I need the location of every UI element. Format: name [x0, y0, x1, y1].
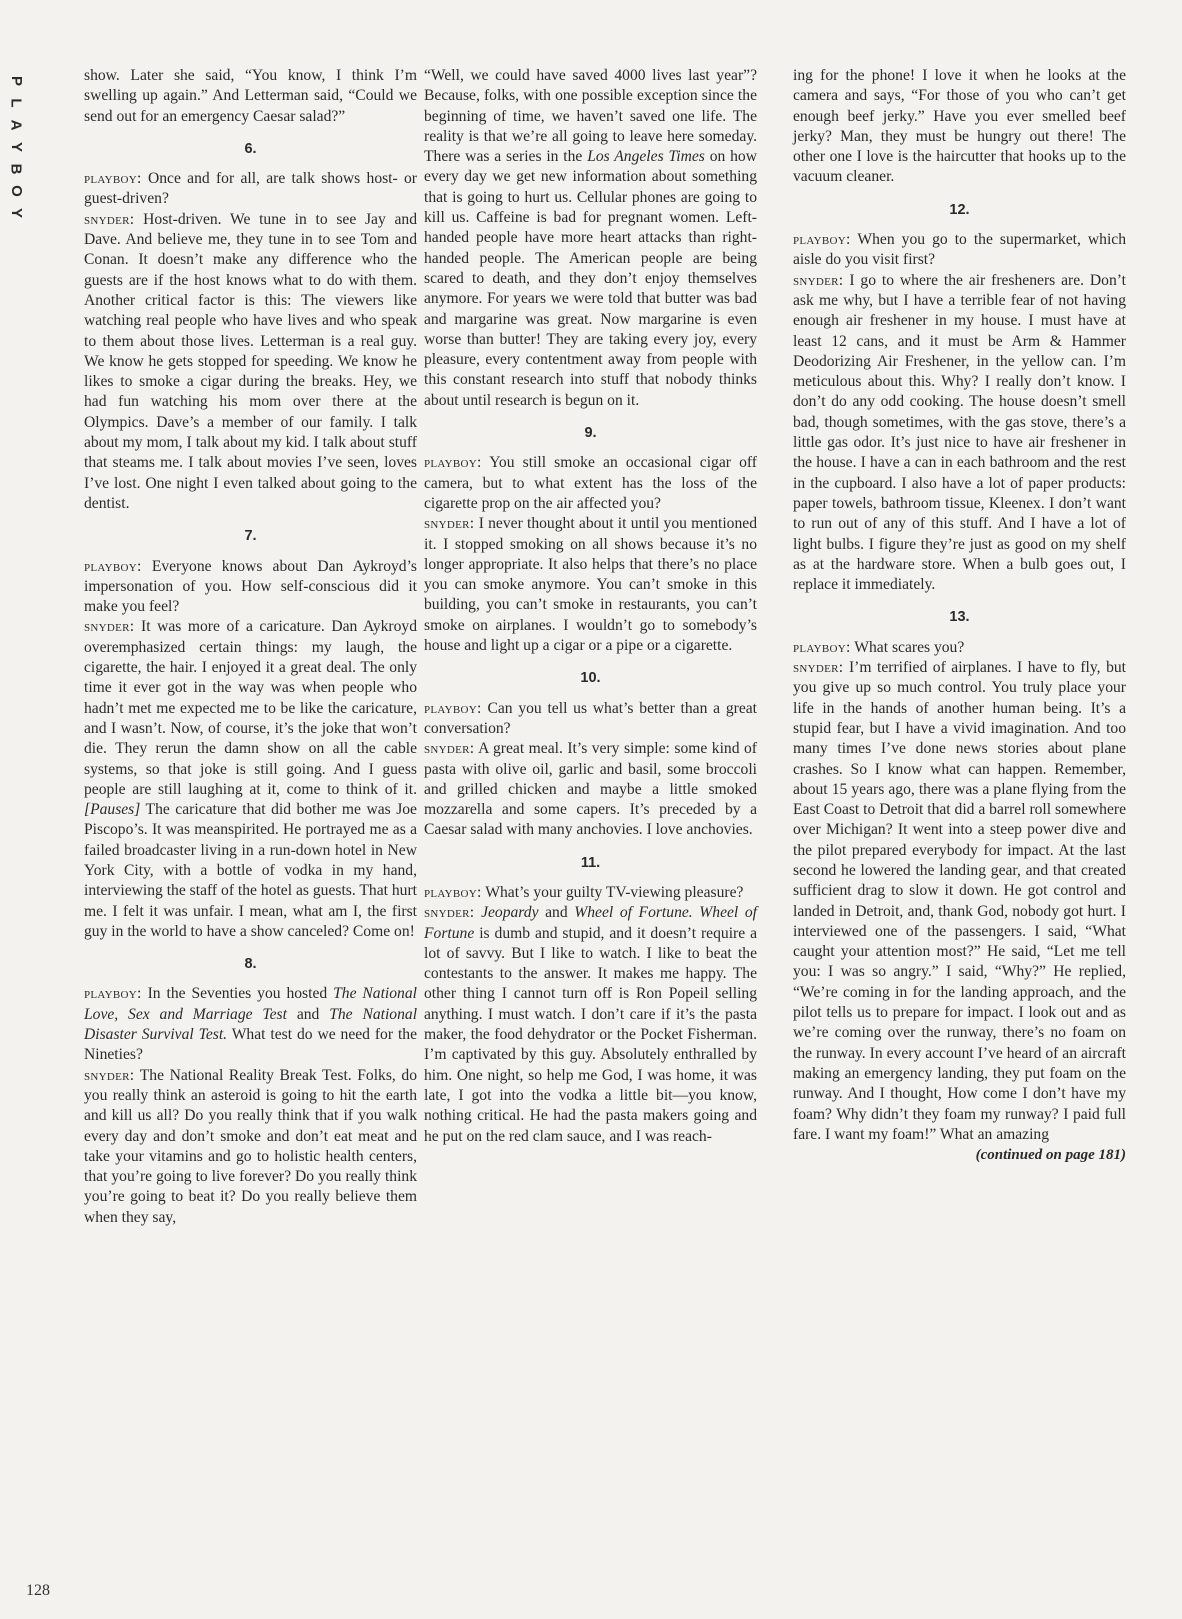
brand-letter: L: [7, 98, 25, 108]
question: [793, 230, 1126, 271]
answer: [424, 739, 757, 840]
brand-letter: Y: [7, 207, 25, 219]
column-1: [84, 66, 417, 1228]
question-text: What scares you?: [854, 638, 965, 656]
column-3: [793, 66, 1126, 1165]
speaker-label: playboy:: [84, 170, 142, 188]
speaker-label: playboy:: [424, 883, 482, 901]
brand-letter: O: [7, 185, 25, 197]
speaker-label: playboy:: [84, 557, 142, 575]
answer: [84, 617, 417, 942]
brand-letter: Y: [7, 141, 25, 153]
question: [424, 453, 757, 514]
question-text: and: [296, 1005, 320, 1023]
publication-title: Los Angeles Times: [587, 148, 705, 166]
playboy-vertical-brand: [7, 70, 25, 224]
answer-text: It was more of a caricature. Dan Aykroyd overemphasized certain things: my laugh, the cigarette, the hair. I enjoyed it a great deal. The only time it ever got in the way was when people who hadn’t met me expected me to be like the caricature, and I wasn’t. Now, of course, it’s the joke that won’t die. They rerun the damn show on all the cable systems, so that joke is still going. And I guess people are still laughing at it, come to think of it.: [84, 618, 417, 798]
show-title: The National Love, Sex and Marriage Test: [84, 985, 417, 1023]
speaker-label: snyder:: [84, 210, 135, 228]
brand-letter: P: [7, 75, 25, 87]
speaker-label: playboy:: [84, 985, 142, 1003]
answer-text: I’m terrified of airplanes. I have to fly, but you give up so much control. You truly place your life in the hands of another human being. It’s a stupid fear, but I have a vivid imagination. And too many times I’ve done news stories about plane crashes. So I know what can happen. Remember, about 15 years ago, there was a plane flying from the East Coast to Detroit that did a barrel roll somewhere over Michigan? It went into a steep power dive and the pilot prepared everybody for impact. At the last second he lowered the landing gear, and that created sufficient drag to slow it down. He got control and landed in Detroit, and, thank God, nobody got hurt. I interviewed one of the passengers. I said, “What caught your attention most?” He said, “Let me tell you: I was so angry.” I said, “Why?” He replied, “We’re coming in for the landing approach, and the pilot tells us to prepare for impact. I look out and as we’re coming over the runway, there’s no foam on the runway. In every account I’ve heard of an aircraft making an emergency landing, they put foam on the runway. And I thought, How come I don’t have my foam? Why didn’t they foam my runway? I paid full fare. I want my foam!” What an amazing: [793, 659, 1127, 1143]
speaker-label: snyder:: [793, 271, 844, 289]
brand-letter: A: [7, 119, 25, 131]
section-number: 10.: [580, 670, 601, 687]
paragraph: [424, 66, 757, 411]
answer-text: A great meal. It’s very simple: some kind of pasta with olive oil, garlic and basil, some broccoli and grilled chicken and maybe a little smoked mozzarella and some capers. It’s preceded by a Caesar salad with many anchovies. I love anchovies.: [424, 740, 757, 839]
speaker-label: playboy:: [793, 231, 851, 249]
question-text: Once and for all, are talk shows host- or guest-driven?: [84, 170, 417, 208]
question-text: What test do we need for the Nineties?: [84, 1026, 417, 1064]
speaker-label: snyder:: [424, 515, 475, 533]
question-text: Can you tell us what’s better than a great conversation?: [424, 699, 757, 737]
speaker-label: playboy:: [424, 699, 482, 717]
answer: [793, 658, 1126, 1145]
answer-text: The National Reality Break Test. Folks, do you really think an asteroid is going to hit the earth and kill us all? Do you really think that if you walk every day and don’t smoke and don’t eat meat and take your vitamins and go to holistic health centers, that you’re going to live forever? Do you really think you’re going to beat it? Do you really believe them when they say,: [84, 1066, 417, 1226]
answer-text: I never thought about it until you mentioned it. I stopped smoking on all shows because it’s no longer appropriate. It also helps that there’s no place you can smoke anymore. You can’t smoke in this building, you can’t smoke in restaurants, you can’t smoke on airplanes. I wouldn’t go to somebody’s house and light up a cigar or a pipe or a cigarette.: [424, 515, 757, 655]
paragraph: show. Later she said, “You know, I think I’m swelling up again.” And Letterman said, “Could we send out for an emergency Caesar salad?”: [84, 67, 417, 125]
page-number: 128: [26, 1582, 50, 1599]
speaker-label: snyder:: [84, 1066, 135, 1084]
section-number: 12.: [949, 201, 970, 218]
section-number: 11.: [580, 854, 601, 871]
speaker-label: snyder:: [84, 618, 135, 636]
show-title: Wheel of Fortune: [424, 904, 757, 942]
section-number: 13.: [949, 609, 970, 626]
question-text: You still smoke an occasional cigar off camera, but to what extent has the loss of the cigarette prop on the air affected you?: [424, 454, 758, 512]
answer: [84, 210, 417, 514]
answer-text: I go to where the air fresheners are. Don’t ask me why, but I have a terrible fear of not having enough air freshener in my house. I must have at least 12 cans, and it must be Arm & Hammer Deodorizing Air Freshener, in the yellow can. I’m meticulous about this. Why? I really don’t know. I don’t do any odd cooking. The house doesn’t smell bad, though sometimes, with the gas stove, there’s a little gas odor. It’s just nice to have air freshener in the house. I have a can in each bathroom and the rest in the cupboard. I also have a lot of paper products: paper towels, bathroom tissue, Kleenex. I don’t want to run out of any of this stuff. And I have a lot of light bulbs. I figure they’re just as good on my shelf as at the hardware store. When a bulb goes out, I replace it immediately.: [793, 271, 1126, 594]
answer: [793, 271, 1126, 596]
answer: [424, 903, 757, 1147]
question: [84, 984, 417, 1065]
show-title: Wheel of Fortune.: [574, 904, 693, 922]
question: [424, 883, 757, 903]
question-text: In the Seventies you hosted: [147, 985, 328, 1003]
section-number: 6.: [244, 140, 257, 157]
speaker-label: snyder:: [424, 740, 475, 758]
answer-text: Host-driven. We tune in to see Jay and Dave. And believe me, they tune in to see Tom and Conan. It doesn’t make any difference who the guests are if the host knows what to do with them. Another critical factor is this: The viewers like watching real people who have lives and who speak to them about those lives. Letterman is a real guy. We know he gets stopped for speeding. We know he likes to smoke a cigar during the breaks. Hey, we had fun watching his mom over there at the Olympics. Dave’s a member of our family. I talk about my mom, I talk about my kid. I talk about stuff that steams me. I talk about movies I’ve seen, loves I’ve lost. One night I even talked about going to the dentist.: [84, 210, 417, 512]
question: [84, 169, 417, 210]
question-text: Everyone knows about Dan Aykroyd’s impersonation of you. How self-conscious did it make you feel?: [84, 557, 417, 616]
question: [424, 699, 757, 740]
speaker-label: snyder:: [793, 659, 844, 677]
speaker-label: playboy:: [793, 638, 851, 656]
paragraph: ing for the phone! I love it when he looks at the camera and says, “For those of you who can’t get enough beef jerky.” Have you ever smelled beef jerky? Man, they must be hungry out there! The other one I love is the haircutter that hooks up to the vacuum cleaner.: [793, 67, 1126, 186]
answer: [424, 514, 757, 656]
column-2: [424, 66, 757, 1147]
section-number: 7.: [244, 528, 257, 545]
question-text: What’s your guilty TV-viewing pleasure?: [485, 883, 744, 901]
question: [84, 557, 417, 618]
question: [793, 638, 1126, 658]
show-title: The National Disaster Survival Test.: [84, 1005, 418, 1044]
section-number: 9.: [584, 425, 597, 442]
section-number: 8.: [244, 956, 257, 973]
show-title: Jeopardy: [481, 904, 539, 922]
paragraph-text: “Well, we could have saved 4000 lives last year”? Because, folks, with one possible exception since the beginning of time, we haven’t saved one life. The reality is that we’re all going to leave here someday. There was a series in the: [424, 67, 757, 166]
answer-text: The caricature that did bother me was Joe Piscopo’s. It was meanspirited. He portrayed me as a failed broadcaster living in a run-down hotel in New York City, with a bottle of vodka in my hand, interviewing the staff of the hotel as guests. That hurt me. I felt it was unfair. I mean, what am I, the first guy in the world to have a show canceled? Come on!: [84, 801, 417, 940]
continued-note: (continued on page 181): [975, 1147, 1126, 1164]
brand-letter: B: [7, 163, 25, 175]
stage-direction: [Pauses]: [84, 801, 141, 819]
answer: [84, 1066, 417, 1228]
speaker-label: playboy:: [424, 454, 482, 472]
answer-text: is dumb and stupid, and it doesn’t require a lot of savvy. But I like to watch. I like to beat the contestants to the answer. It makes me happy. The other thing I cannot turn off is Ron Popeil selling anything. I must watch. I don’t care if it’s the pasta maker, the food dehydrator or the Pocket Fisherman. I’m captivated by this guy. Absolutely enthralled by him. One night, so help me God, I was home, it was late, I got into the vodka a little bit—you know, nothing critical. He had the pasta makers going and he put on the red clam sauce, and I was reach-: [424, 924, 757, 1145]
answer-text: and: [545, 904, 568, 922]
paragraph-text: on how every day we get new information about something that is going to hurt us. Cellular phones are going to kill us. Caffeine is bad for pregnant women. Left-handed people have more heart attacks than right-handed people. The American people are being scared to death, and they don’t enjoy themselves anymore. For years we were told that butter was bad and margarine was great. Now margarine is even worse than butter! They are taking every joy, every pleasure, every contentment away from people with this constant research into stuff that nobody thinks about until research is begun on it.: [424, 148, 757, 409]
speaker-label: snyder:: [424, 904, 475, 922]
question-text: When you go to the supermarket, which aisle do you visit first?: [793, 231, 1126, 269]
